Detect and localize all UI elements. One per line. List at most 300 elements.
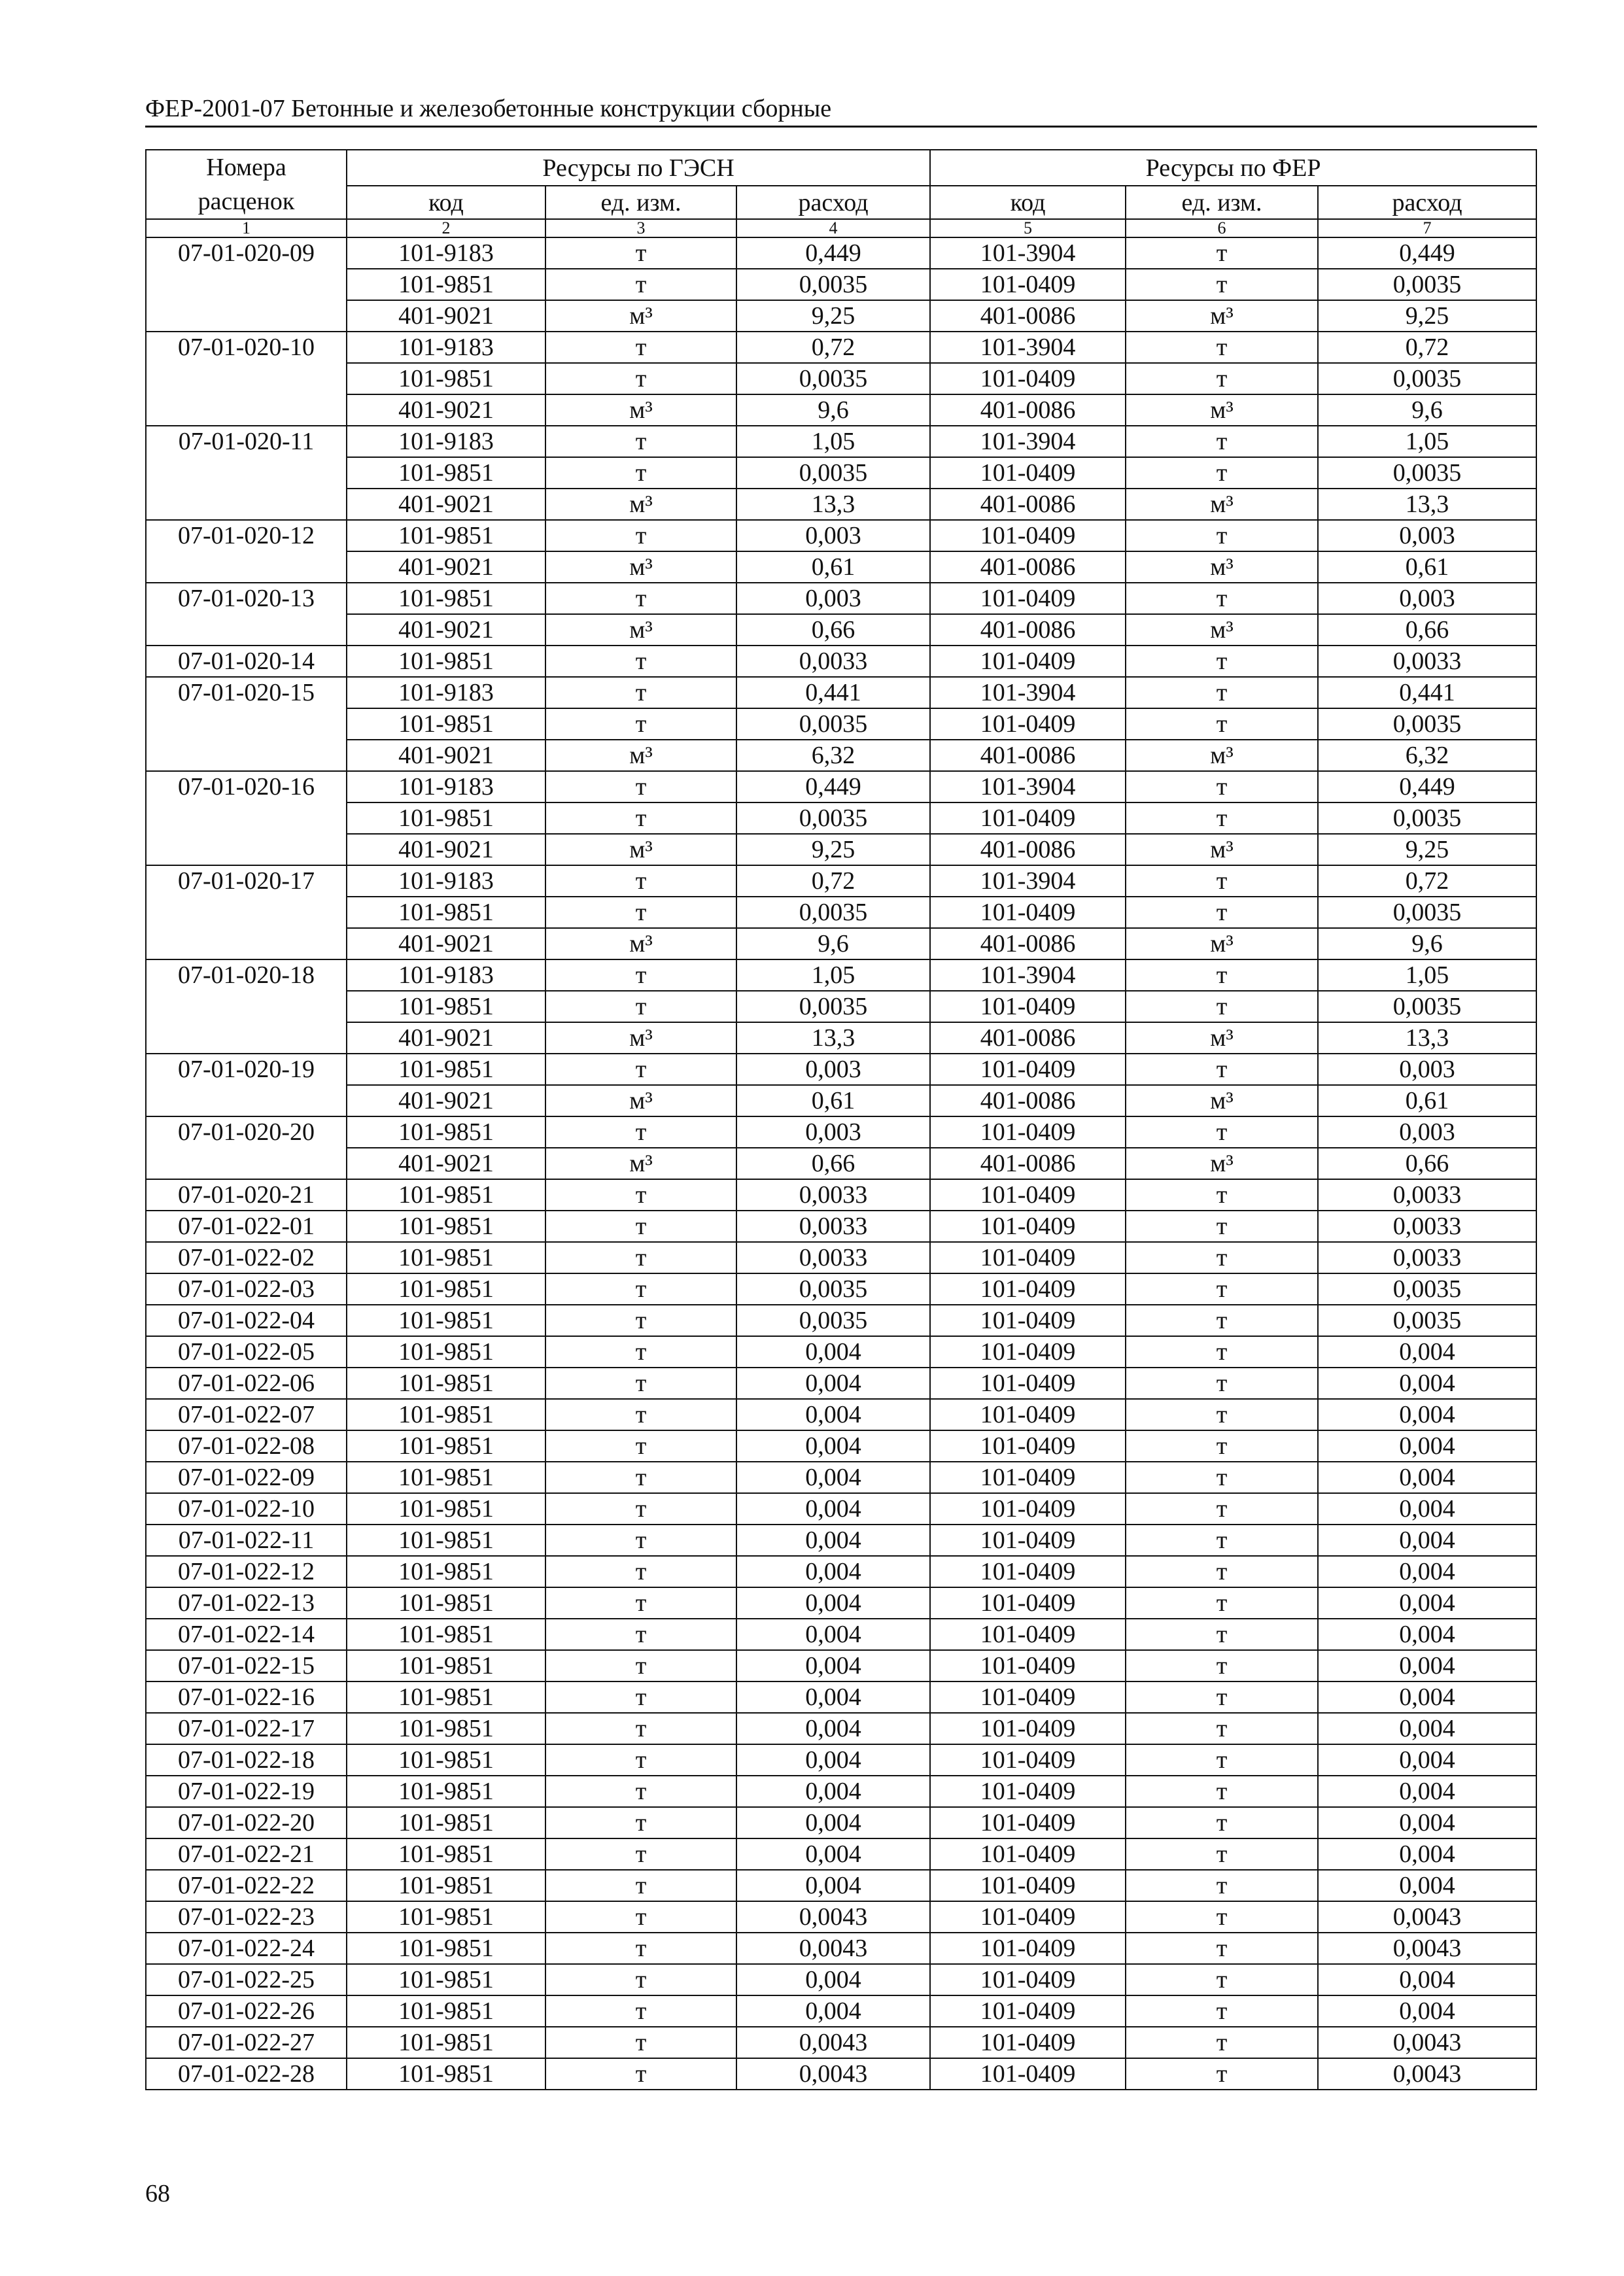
cell-fer-amount: 0,003 <box>1318 583 1536 614</box>
cell-gesn-amount: 0,61 <box>736 1085 930 1116</box>
cell-gesn-amount: 0,004 <box>736 1713 930 1744</box>
cell-gesn-amount: 0,0033 <box>736 1211 930 1242</box>
cell-fer-amount: 0,0035 <box>1318 991 1536 1022</box>
cell-gesn-unit: т <box>545 1776 736 1807</box>
cell-fer-unit: т <box>1126 1838 1318 1870</box>
table-row <box>146 1368 1536 1399</box>
cell-fer-unit: т <box>1126 1242 1318 1273</box>
cell-fer-unit: т <box>1126 1964 1318 1995</box>
cell-fer-amount: 0,0033 <box>1318 646 1536 677</box>
cell-gesn-unit: м³ <box>545 1085 736 1116</box>
cell-gesn-code: 101-9851 <box>347 1964 545 1995</box>
table-row <box>146 1305 1536 1336</box>
cell-fer-code: 101-0409 <box>930 1838 1126 1870</box>
table-row <box>146 897 1536 928</box>
cell-gesn-amount: 9,6 <box>736 928 930 959</box>
table-row <box>146 1587 1536 1619</box>
cell-gesn-unit: т <box>545 520 736 551</box>
cell-fer-unit: т <box>1126 1995 1318 2027</box>
cell-fer-code: 101-0409 <box>930 646 1126 677</box>
cell-fer-code: 101-0409 <box>930 1744 1126 1776</box>
cell-fer-amount: 6,32 <box>1318 740 1536 771</box>
cell-gesn-unit: т <box>545 991 736 1022</box>
cell-fer-amount: 0,0035 <box>1318 363 1536 394</box>
cell-gesn-code: 101-9851 <box>347 1211 545 1242</box>
cell-fer-amount: 9,6 <box>1318 394 1536 426</box>
cell-fer-unit: м³ <box>1126 740 1318 771</box>
cell-gesn-amount: 0,0033 <box>736 646 930 677</box>
cell-fer-amount: 0,0043 <box>1318 1933 1536 1964</box>
table-row <box>146 363 1536 394</box>
cell-gesn-unit: т <box>545 1336 736 1368</box>
cell-fer-code: 101-0409 <box>930 1681 1126 1713</box>
rate-number-cell: 07-01-020-18 <box>146 959 347 1054</box>
cell-fer-amount: 0,004 <box>1318 1650 1536 1681</box>
cell-gesn-amount: 9,25 <box>736 834 930 865</box>
table-row <box>146 646 1536 677</box>
cell-fer-code: 401-0086 <box>930 1148 1126 1179</box>
cell-fer-amount: 0,72 <box>1318 865 1536 897</box>
cell-gesn-code: 401-9021 <box>347 1022 545 1054</box>
cell-gesn-amount: 9,25 <box>736 300 930 332</box>
table-row <box>146 1744 1536 1776</box>
rate-number-cell: 07-01-022-14 <box>146 1619 347 1650</box>
cell-fer-amount: 1,05 <box>1318 426 1536 457</box>
cell-fer-unit: м³ <box>1126 394 1318 426</box>
cell-gesn-unit: т <box>545 1681 736 1713</box>
column-number: 6 <box>1126 219 1318 237</box>
rate-number-cell: 07-01-022-03 <box>146 1273 347 1305</box>
cell-fer-unit: т <box>1126 2027 1318 2058</box>
rate-number-cell: 07-01-022-04 <box>146 1305 347 1336</box>
rate-number-cell: 07-01-022-20 <box>146 1807 347 1838</box>
cell-gesn-amount: 0,72 <box>736 865 930 897</box>
cell-gesn-code: 101-9183 <box>347 865 545 897</box>
cell-fer-unit: т <box>1126 991 1318 1022</box>
cell-fer-amount: 0,004 <box>1318 1556 1536 1587</box>
cell-fer-amount: 0,004 <box>1318 1368 1536 1399</box>
table-row <box>146 1776 1536 1807</box>
cell-fer-code: 101-3904 <box>930 237 1126 269</box>
cell-fer-unit: т <box>1126 646 1318 677</box>
cell-gesn-code: 101-9183 <box>347 677 545 708</box>
cell-gesn-amount: 0,004 <box>736 1807 930 1838</box>
column-header-rates-line2: расценок <box>198 188 295 215</box>
cell-gesn-amount: 0,0035 <box>736 708 930 740</box>
cell-fer-amount: 1,05 <box>1318 959 1536 991</box>
table-row <box>146 1430 1536 1462</box>
table-row <box>146 269 1536 300</box>
cell-gesn-unit: т <box>545 677 736 708</box>
column-header-rates-line1: Номера <box>206 154 286 181</box>
cell-fer-unit: т <box>1126 1713 1318 1744</box>
cell-gesn-unit: т <box>545 1807 736 1838</box>
rate-number-cell: 07-01-022-23 <box>146 1901 347 1933</box>
cell-fer-unit: т <box>1126 237 1318 269</box>
cell-gesn-amount: 0,72 <box>736 332 930 363</box>
rate-number-cell: 07-01-022-06 <box>146 1368 347 1399</box>
cell-fer-code: 401-0086 <box>930 928 1126 959</box>
cell-gesn-code: 101-9851 <box>347 1807 545 1838</box>
cell-fer-unit: т <box>1126 1399 1318 1430</box>
cell-gesn-code: 401-9021 <box>347 394 545 426</box>
cell-gesn-amount: 0,0035 <box>736 1305 930 1336</box>
cell-fer-unit: т <box>1126 1368 1318 1399</box>
group-header-gesn: Ресурсы по ГЭСН <box>347 150 930 186</box>
cell-fer-amount: 0,004 <box>1318 1776 1536 1807</box>
cell-fer-amount: 0,003 <box>1318 520 1536 551</box>
cell-gesn-unit: м³ <box>545 394 736 426</box>
table-row <box>146 1556 1536 1587</box>
cell-fer-code: 101-3904 <box>930 426 1126 457</box>
cell-fer-amount: 0,0033 <box>1318 1179 1536 1211</box>
cell-fer-amount: 0,004 <box>1318 1964 1536 1995</box>
cell-gesn-code: 401-9021 <box>347 928 545 959</box>
cell-gesn-code: 101-9851 <box>347 1838 545 1870</box>
table-row <box>146 614 1536 646</box>
cell-gesn-amount: 0,004 <box>736 1681 930 1713</box>
table-row <box>146 865 1536 897</box>
cell-gesn-amount: 0,004 <box>736 1493 930 1525</box>
cell-gesn-unit: т <box>545 1368 736 1399</box>
cell-gesn-amount: 0,004 <box>736 1587 930 1619</box>
column-number: 1 <box>146 219 347 237</box>
rate-number-cell: 07-01-020-21 <box>146 1179 347 1211</box>
cell-gesn-amount: 0,0043 <box>736 2027 930 2058</box>
table-row <box>146 332 1536 363</box>
cell-fer-amount: 0,0035 <box>1318 269 1536 300</box>
cell-fer-amount: 0,0035 <box>1318 1273 1536 1305</box>
cell-gesn-amount: 0,0033 <box>736 1242 930 1273</box>
table-row <box>146 1148 1536 1179</box>
column-header-rates <box>146 150 347 219</box>
cell-gesn-amount: 0,004 <box>736 1838 930 1870</box>
cell-gesn-code: 101-9851 <box>347 1273 545 1305</box>
table-row <box>146 1901 1536 1933</box>
rate-number-cell: 07-01-020-11 <box>146 426 347 520</box>
cell-fer-unit: м³ <box>1126 1085 1318 1116</box>
cell-fer-code: 101-0409 <box>930 1556 1126 1587</box>
cell-fer-amount: 0,449 <box>1318 237 1536 269</box>
cell-gesn-amount: 0,61 <box>736 551 930 583</box>
cell-gesn-amount: 0,441 <box>736 677 930 708</box>
table-row <box>146 1713 1536 1744</box>
cell-fer-amount: 0,004 <box>1318 1336 1536 1368</box>
cell-gesn-unit: т <box>545 1587 736 1619</box>
cell-gesn-code: 101-9851 <box>347 802 545 834</box>
cell-fer-code: 101-0409 <box>930 583 1126 614</box>
cell-fer-unit: т <box>1126 1211 1318 1242</box>
rate-number-cell: 07-01-020-17 <box>146 865 347 959</box>
cell-gesn-code: 101-9851 <box>347 583 545 614</box>
cell-fer-amount: 0,0035 <box>1318 1305 1536 1336</box>
cell-fer-amount: 0,61 <box>1318 551 1536 583</box>
cell-fer-code: 101-0409 <box>930 1933 1126 1964</box>
cell-fer-amount: 0,0033 <box>1318 1242 1536 1273</box>
cell-gesn-unit: т <box>545 1430 736 1462</box>
cell-gesn-unit: т <box>545 1838 736 1870</box>
cell-fer-amount: 0,0043 <box>1318 2027 1536 2058</box>
cell-fer-unit: т <box>1126 1587 1318 1619</box>
cell-gesn-code: 101-9851 <box>347 1368 545 1399</box>
cell-fer-code: 101-0409 <box>930 1901 1126 1933</box>
cell-fer-amount: 0,004 <box>1318 1430 1536 1462</box>
cell-gesn-code: 101-9851 <box>347 269 545 300</box>
cell-gesn-unit: т <box>545 1462 736 1493</box>
subheader-gesn-unit: ед. изм. <box>545 186 736 219</box>
cell-fer-code: 101-0409 <box>930 1211 1126 1242</box>
cell-gesn-amount: 1,05 <box>736 426 930 457</box>
cell-gesn-unit: т <box>545 1211 736 1242</box>
cell-fer-unit: т <box>1126 1430 1318 1462</box>
cell-fer-unit: т <box>1126 1901 1318 1933</box>
table-row <box>146 1179 1536 1211</box>
cell-fer-code: 101-0409 <box>930 1116 1126 1148</box>
cell-fer-amount: 0,003 <box>1318 1116 1536 1148</box>
cell-gesn-amount: 0,004 <box>736 1995 930 2027</box>
cell-gesn-amount: 0,004 <box>736 1368 930 1399</box>
cell-fer-unit: т <box>1126 865 1318 897</box>
table-row <box>146 1619 1536 1650</box>
cell-gesn-unit: т <box>545 269 736 300</box>
subheader-gesn-code: код <box>347 186 545 219</box>
cell-gesn-unit: т <box>545 802 736 834</box>
cell-fer-unit: м³ <box>1126 614 1318 646</box>
table-row <box>146 1022 1536 1054</box>
table-row <box>146 1336 1536 1368</box>
cell-fer-amount: 0,61 <box>1318 1085 1536 1116</box>
cell-fer-unit: т <box>1126 771 1318 802</box>
cell-gesn-unit: т <box>545 1116 736 1148</box>
cell-gesn-unit: м³ <box>545 928 736 959</box>
cell-gesn-amount: 0,003 <box>736 520 930 551</box>
cell-gesn-code: 101-9851 <box>347 991 545 1022</box>
cell-fer-code: 401-0086 <box>930 740 1126 771</box>
rate-number-cell: 07-01-022-01 <box>146 1211 347 1242</box>
table-row <box>146 1933 1536 1964</box>
cell-fer-code: 401-0086 <box>930 551 1126 583</box>
cell-gesn-code: 101-9851 <box>347 1681 545 1713</box>
rate-number-cell: 07-01-022-28 <box>146 2058 347 2090</box>
cell-fer-unit: т <box>1126 1336 1318 1368</box>
cell-gesn-amount: 0,004 <box>736 1650 930 1681</box>
cell-fer-code: 101-0409 <box>930 1273 1126 1305</box>
cell-gesn-code: 401-9021 <box>347 1085 545 1116</box>
cell-fer-amount: 0,004 <box>1318 1587 1536 1619</box>
cell-fer-amount: 0,004 <box>1318 1399 1536 1430</box>
cell-fer-amount: 0,004 <box>1318 1462 1536 1493</box>
cell-fer-code: 101-0409 <box>930 1776 1126 1807</box>
cell-gesn-amount: 0,0043 <box>736 1901 930 1933</box>
cell-fer-code: 101-0409 <box>930 1399 1126 1430</box>
cell-gesn-code: 101-9183 <box>347 771 545 802</box>
table-row <box>146 551 1536 583</box>
cell-fer-code: 101-3904 <box>930 771 1126 802</box>
cell-gesn-code: 101-9851 <box>347 1933 545 1964</box>
cell-gesn-unit: т <box>545 1273 736 1305</box>
cell-gesn-amount: 0,004 <box>736 1870 930 1901</box>
cell-fer-amount: 0,003 <box>1318 1054 1536 1085</box>
table-row <box>146 1085 1536 1116</box>
cell-fer-code: 101-0409 <box>930 2027 1126 2058</box>
cell-gesn-code: 101-9851 <box>347 1305 545 1336</box>
table-row <box>146 1525 1536 1556</box>
cell-fer-code: 101-0409 <box>930 802 1126 834</box>
cell-fer-amount: 0,004 <box>1318 1807 1536 1838</box>
table-row <box>146 457 1536 489</box>
cell-fer-amount: 0,66 <box>1318 1148 1536 1179</box>
group-header-fer: Ресурсы по ФЕР <box>930 150 1536 186</box>
cell-gesn-amount: 0,449 <box>736 237 930 269</box>
cell-gesn-unit: т <box>545 1179 736 1211</box>
rate-number-cell: 07-01-022-08 <box>146 1430 347 1462</box>
cell-fer-code: 101-0409 <box>930 1870 1126 1901</box>
cell-fer-code: 101-0409 <box>930 897 1126 928</box>
table-row <box>146 2027 1536 2058</box>
rate-number-cell: 07-01-022-27 <box>146 2027 347 2058</box>
rate-number-cell: 07-01-020-09 <box>146 237 347 332</box>
cell-gesn-code: 101-9851 <box>347 457 545 489</box>
cell-gesn-code: 101-9851 <box>347 1242 545 1273</box>
cell-gesn-code: 101-9851 <box>347 1556 545 1587</box>
cell-fer-amount: 0,0033 <box>1318 1211 1536 1242</box>
cell-gesn-code: 101-9851 <box>347 1399 545 1430</box>
cell-gesn-code: 401-9021 <box>347 834 545 865</box>
cell-gesn-amount: 0,0043 <box>736 1933 930 1964</box>
cell-fer-unit: т <box>1126 332 1318 363</box>
cell-gesn-code: 101-9851 <box>347 1587 545 1619</box>
cell-gesn-code: 101-9851 <box>347 1650 545 1681</box>
cell-fer-code: 101-0409 <box>930 457 1126 489</box>
table-row <box>146 1995 1536 2027</box>
cell-fer-code: 101-0409 <box>930 1619 1126 1650</box>
cell-gesn-code: 101-9183 <box>347 426 545 457</box>
cell-gesn-unit: т <box>545 457 736 489</box>
cell-fer-code: 401-0086 <box>930 614 1126 646</box>
cell-fer-code: 101-0409 <box>930 1242 1126 1273</box>
cell-gesn-amount: 0,003 <box>736 1116 930 1148</box>
cell-fer-unit: т <box>1126 2058 1318 2090</box>
cell-gesn-unit: т <box>545 771 736 802</box>
cell-gesn-unit: м³ <box>545 1022 736 1054</box>
cell-gesn-amount: 13,3 <box>736 1022 930 1054</box>
cell-fer-code: 101-0409 <box>930 1368 1126 1399</box>
cell-fer-code: 101-0409 <box>930 269 1126 300</box>
cell-gesn-unit: т <box>545 2027 736 2058</box>
table-row <box>146 1399 1536 1430</box>
cell-gesn-amount: 0,0035 <box>736 802 930 834</box>
cell-fer-unit: т <box>1126 1493 1318 1525</box>
cell-gesn-unit: т <box>545 1556 736 1587</box>
cell-fer-unit: т <box>1126 1870 1318 1901</box>
cell-fer-code: 101-3904 <box>930 959 1126 991</box>
table-row <box>146 708 1536 740</box>
rate-number-cell: 07-01-022-15 <box>146 1650 347 1681</box>
cell-fer-amount: 0,004 <box>1318 1838 1536 1870</box>
cell-fer-amount: 0,004 <box>1318 1870 1536 1901</box>
cell-fer-amount: 0,0035 <box>1318 802 1536 834</box>
cell-fer-amount: 0,441 <box>1318 677 1536 708</box>
subheader-fer-amount: расход <box>1318 186 1536 219</box>
cell-gesn-unit: т <box>545 332 736 363</box>
table-body <box>146 237 1536 2090</box>
cell-gesn-code: 101-9851 <box>347 1336 545 1368</box>
cell-fer-unit: м³ <box>1126 551 1318 583</box>
cell-fer-amount: 0,004 <box>1318 1681 1536 1713</box>
rate-number-cell: 07-01-022-24 <box>146 1933 347 1964</box>
cell-fer-code: 101-0409 <box>930 1054 1126 1085</box>
cell-gesn-code: 101-9851 <box>347 1493 545 1525</box>
cell-gesn-unit: т <box>545 1493 736 1525</box>
table-row <box>146 740 1536 771</box>
rate-number-cell: 07-01-020-20 <box>146 1116 347 1179</box>
cell-gesn-code: 101-9851 <box>347 708 545 740</box>
cell-gesn-code: 101-9183 <box>347 237 545 269</box>
rate-number-cell: 07-01-020-13 <box>146 583 347 646</box>
cell-gesn-code: 101-9851 <box>347 1462 545 1493</box>
cell-gesn-unit: т <box>545 1995 736 2027</box>
cell-fer-code: 101-3904 <box>930 865 1126 897</box>
cell-gesn-unit: т <box>545 1399 736 1430</box>
table-row <box>146 959 1536 991</box>
cell-fer-unit: т <box>1126 897 1318 928</box>
cell-gesn-code: 401-9021 <box>347 300 545 332</box>
cell-fer-unit: т <box>1126 1179 1318 1211</box>
rate-number-cell: 07-01-022-17 <box>146 1713 347 1744</box>
cell-fer-unit: т <box>1126 1681 1318 1713</box>
cell-fer-unit: т <box>1126 1556 1318 1587</box>
cell-gesn-unit: т <box>545 865 736 897</box>
cell-gesn-code: 101-9183 <box>347 332 545 363</box>
cell-gesn-amount: 0,0035 <box>736 991 930 1022</box>
cell-fer-unit: т <box>1126 1525 1318 1556</box>
table-row <box>146 802 1536 834</box>
cell-fer-amount: 9,25 <box>1318 300 1536 332</box>
rate-number-cell: 07-01-022-07 <box>146 1399 347 1430</box>
cell-gesn-code: 101-9851 <box>347 1713 545 1744</box>
cell-fer-amount: 0,449 <box>1318 771 1536 802</box>
rate-number-cell: 07-01-022-16 <box>146 1681 347 1713</box>
cell-fer-amount: 0,0035 <box>1318 708 1536 740</box>
cell-gesn-unit: т <box>545 1242 736 1273</box>
cell-fer-unit: т <box>1126 959 1318 991</box>
cell-fer-code: 101-0409 <box>930 1995 1126 2027</box>
cell-gesn-code: 101-9851 <box>347 1054 545 1085</box>
cell-gesn-amount: 0,004 <box>736 1336 930 1368</box>
cell-fer-code: 101-0409 <box>930 1305 1126 1336</box>
cell-gesn-unit: т <box>545 1619 736 1650</box>
column-number: 5 <box>930 219 1126 237</box>
resources-table <box>145 149 1537 2090</box>
cell-gesn-unit: т <box>545 1870 736 1901</box>
cell-fer-code: 401-0086 <box>930 489 1126 520</box>
rate-number-cell: 07-01-020-16 <box>146 771 347 865</box>
cell-gesn-code: 401-9021 <box>347 1148 545 1179</box>
cell-fer-unit: т <box>1126 708 1318 740</box>
cell-gesn-unit: т <box>545 1525 736 1556</box>
cell-gesn-code: 101-9851 <box>347 1525 545 1556</box>
cell-gesn-unit: м³ <box>545 614 736 646</box>
cell-fer-amount: 0,0043 <box>1318 2058 1536 2090</box>
cell-fer-unit: т <box>1126 1462 1318 1493</box>
cell-gesn-unit: т <box>545 959 736 991</box>
table-row <box>146 1964 1536 1995</box>
cell-fer-amount: 0,004 <box>1318 1744 1536 1776</box>
cell-fer-code: 401-0086 <box>930 1022 1126 1054</box>
rate-number-cell: 07-01-020-10 <box>146 332 347 426</box>
rate-number-cell: 07-01-022-21 <box>146 1838 347 1870</box>
cell-gesn-code: 401-9021 <box>347 614 545 646</box>
